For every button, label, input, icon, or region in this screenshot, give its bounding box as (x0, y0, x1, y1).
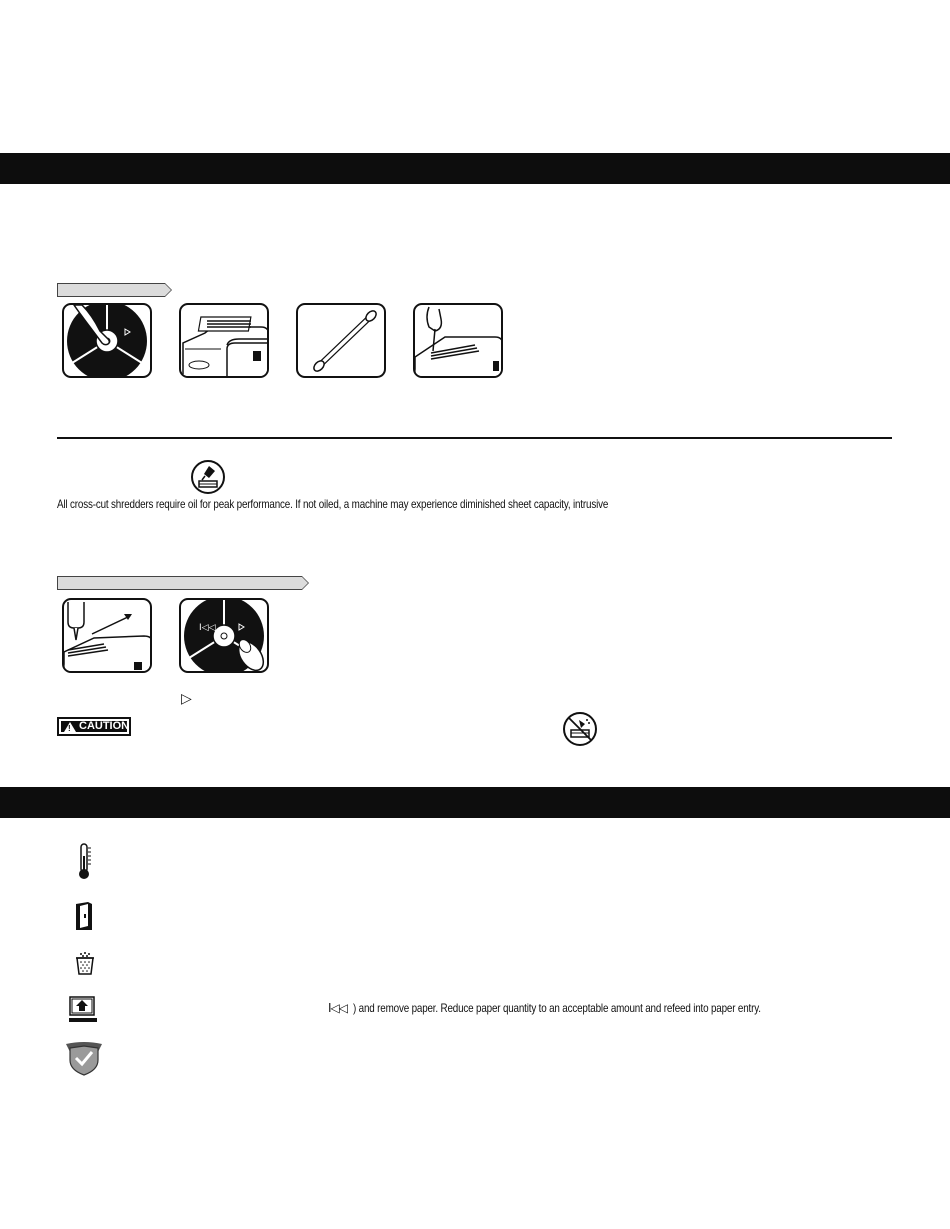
oil-bottle-icon (62, 598, 152, 673)
steps-label-arrow (57, 283, 165, 297)
thermometer-icon (77, 842, 93, 880)
reverse-icon: I◁◁ (328, 1001, 347, 1015)
oiling-paragraph: All cross-cut shredders require oil for peak performance. If not oiled, a machine may experience diminished sheet capacity, intrusive (57, 497, 609, 511)
no-aerosol-icon (563, 712, 597, 746)
bin-full-icon (75, 950, 95, 976)
shredder-top-icon (179, 303, 269, 378)
forward-icon: ▷ (181, 690, 192, 706)
forward-button-dial-icon (179, 598, 269, 673)
cleaning-shredder-icon (413, 303, 503, 378)
door-open-icon (74, 900, 94, 932)
caution-label: ! CAUTION (57, 717, 131, 736)
svg-text:I◁◁: I◁◁ (199, 623, 216, 633)
paper-overload-icon (68, 995, 98, 1025)
section-divider (57, 437, 892, 439)
oiling-steps-label-arrow (57, 576, 302, 590)
safety-shield-icon (64, 1040, 104, 1076)
paper-overload-text: ) and remove paper. Reduce paper quantity to an acceptable amount and refeed into paper entry. (353, 1001, 761, 1015)
cotton-swab-icon (296, 303, 386, 378)
section-header-band-2 (0, 787, 950, 818)
control-dial-icon (62, 303, 152, 378)
warning-icon (64, 722, 76, 732)
oil-indicator-icon (191, 460, 225, 494)
section-header-band (0, 153, 950, 184)
